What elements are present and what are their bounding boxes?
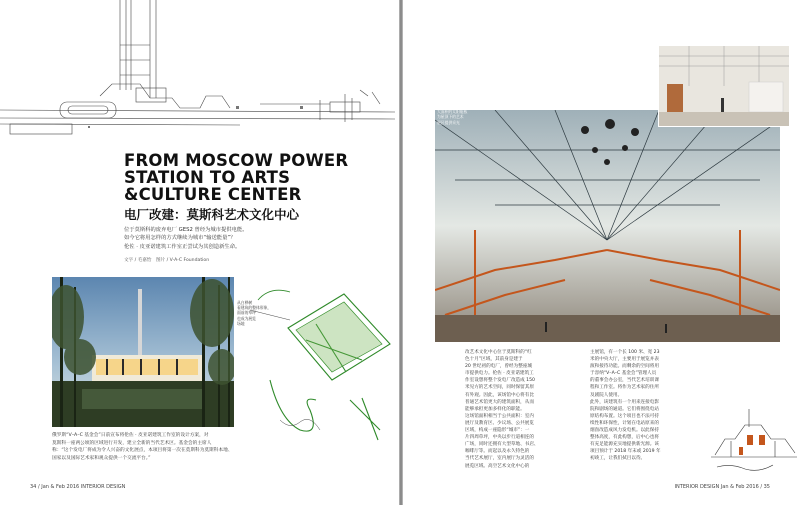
body-line: 有充足能源充实地提供新光源。该 bbox=[590, 442, 659, 448]
caption-line: 从白桦树 bbox=[237, 300, 253, 305]
body-line: 这场馆面积相当于公共面积：室内 bbox=[465, 413, 534, 419]
body-line: 整体高度，有此构想，后中心也将 bbox=[590, 435, 659, 441]
body-line: 莫斯科一座两公顷的区域进行开发，建立全新的当代艺术区。基金会的主席人 bbox=[52, 440, 212, 446]
body-line: 当代艺术展厅，室内展厅为灵活的 bbox=[465, 456, 534, 462]
body-line: 普通艺术馆更大的建筑面积，从而 bbox=[465, 399, 534, 405]
caption-line: 也成为展览 bbox=[237, 315, 256, 321]
intro-line: 伦佐 · 皮亚诺建筑工作室正尝试为其创造新生命。 bbox=[124, 243, 241, 250]
body-line: 此外，该建筑有一个用来连接电影 bbox=[590, 399, 659, 405]
body-line: 区域，构成一座隐形“城市”：一 bbox=[465, 428, 530, 434]
body-line: 于容纳“V–A–C 基金会”管理人员 bbox=[590, 371, 657, 377]
body-line: 的董事会办公室，当代艺术培训课 bbox=[590, 378, 659, 384]
caption-line: 为屋顶下的艺术 bbox=[437, 114, 464, 120]
site-plan-drawing bbox=[250, 280, 398, 445]
left-body-text bbox=[52, 432, 277, 462]
article-intro bbox=[124, 226, 299, 251]
title-line: &CULTURE CENTER bbox=[124, 185, 302, 204]
exterior-photo bbox=[52, 277, 234, 427]
body-line: 展览区域。高空艺术文化中心的 bbox=[465, 463, 530, 469]
body-line: 咖啡厅等。而起以及永久特色的 bbox=[465, 449, 530, 455]
body-line: 及剧院人使用。 bbox=[590, 392, 623, 398]
body-column-2 bbox=[590, 349, 710, 463]
body-line: 市提供电力。伦佐 · 皮亚诺建筑工 bbox=[465, 371, 534, 377]
body-column-1 bbox=[465, 349, 583, 470]
folio-left: 34 / Jan & Feb 2016 INTERIOR DESIGN bbox=[30, 484, 126, 490]
gallery-inset-photo bbox=[658, 45, 790, 127]
caption-line: 展区提供采光 bbox=[437, 119, 460, 125]
body-line: 米见方的艺术空间，同时保留其原 bbox=[465, 385, 534, 391]
article-credits: 文字 / 毛嘉怡 图片 / V-A-C Foundation bbox=[124, 258, 210, 263]
body-line: 展厅及教育区、少议场、公共展览 bbox=[465, 420, 534, 426]
body-line: 片四周草坪，中央以步行道相连的 bbox=[465, 435, 534, 441]
title-line: FROM MOSCOW POWER bbox=[124, 151, 349, 170]
body-line: 作室设想将整个发电厂改造成 150 bbox=[465, 378, 535, 384]
right-page bbox=[403, 0, 800, 505]
body-line: 演和接待功能。而剩余的空间将用 bbox=[590, 364, 659, 370]
body-line: 广场，同时还拥有大型草地、书店、 bbox=[465, 442, 539, 448]
caption-line: 看建筑的整体形象， bbox=[237, 305, 272, 311]
body-line: 院和剧场的通道。它们将围绕电站 bbox=[590, 406, 659, 412]
body-line: 项目预计于 2018 年末或 2019 年 bbox=[590, 449, 661, 455]
body-line: 烟囱改造成风力发电机。以此保持 bbox=[590, 428, 659, 434]
intro-line: 如今它将用怎样的方式继续为城市“输送能量”？ bbox=[124, 235, 236, 242]
body-line: 称：“这个发电厂将成为令人兴奋的文化展点，本项目将第一次在莫斯科为莫斯科本地、 bbox=[52, 448, 233, 454]
body-line: 续性和环保性，计划在电站原来的 bbox=[590, 420, 659, 426]
article-subtitle: 电厂改建：莫斯科艺术文化中心 bbox=[124, 207, 300, 222]
article-title bbox=[124, 152, 348, 203]
caption-line: 大面积的太阳能板 bbox=[437, 109, 468, 115]
caption-line: 面前的草坪 bbox=[237, 310, 256, 316]
body-line: 能够承担更加多样化的职能。 bbox=[465, 406, 525, 412]
body-line: 俄罗斯“V–A–C 基金会”日前宣布将伦佐 · 皮亚诺建筑工作室的设计方案，对 bbox=[52, 433, 209, 438]
left-page bbox=[0, 0, 399, 505]
body-line: 初竣工，让我们拭目以待。 bbox=[590, 456, 646, 462]
title-line: STATION TO ARTS bbox=[124, 168, 291, 187]
intro-line: 位于莫斯科的废弃电厂 GES2 曾经为城市提供电能。 bbox=[124, 227, 248, 233]
atrium-caption bbox=[437, 104, 487, 125]
body-line: 有外观。因此，该场馆中心将有比 bbox=[465, 392, 534, 398]
body-line: 米的中央大厅，主要用于展览并表 bbox=[590, 357, 659, 363]
section-sketch bbox=[711, 405, 797, 475]
body-line: 原结构布置。这个项目也不法可持 bbox=[590, 413, 659, 419]
body-line: 主展馆，有一个长 100 米、宽 23 bbox=[590, 350, 660, 355]
body-line: 20 世纪初的电厂，曾经为整座城 bbox=[465, 364, 533, 370]
body-line: 程和工作室。将作为艺术家的住所 bbox=[590, 385, 659, 391]
body-line: 色十月”区域，其前身是建于 bbox=[465, 357, 523, 363]
folio-right: INTERIOR DESIGN Jan & Feb 2016 / 35 bbox=[674, 484, 770, 490]
body-line: 国家以及国际艺术家和观众提供一个交流平台。” bbox=[52, 455, 151, 461]
caption-line: 场地 bbox=[237, 320, 245, 326]
atrium-photo bbox=[435, 110, 780, 342]
body-line: 改艺术文化中心位于莫斯科的“红 bbox=[465, 350, 532, 355]
power-station-sketch bbox=[0, 0, 395, 150]
caption-line: 屋顶的玻璃面 bbox=[437, 104, 460, 109]
